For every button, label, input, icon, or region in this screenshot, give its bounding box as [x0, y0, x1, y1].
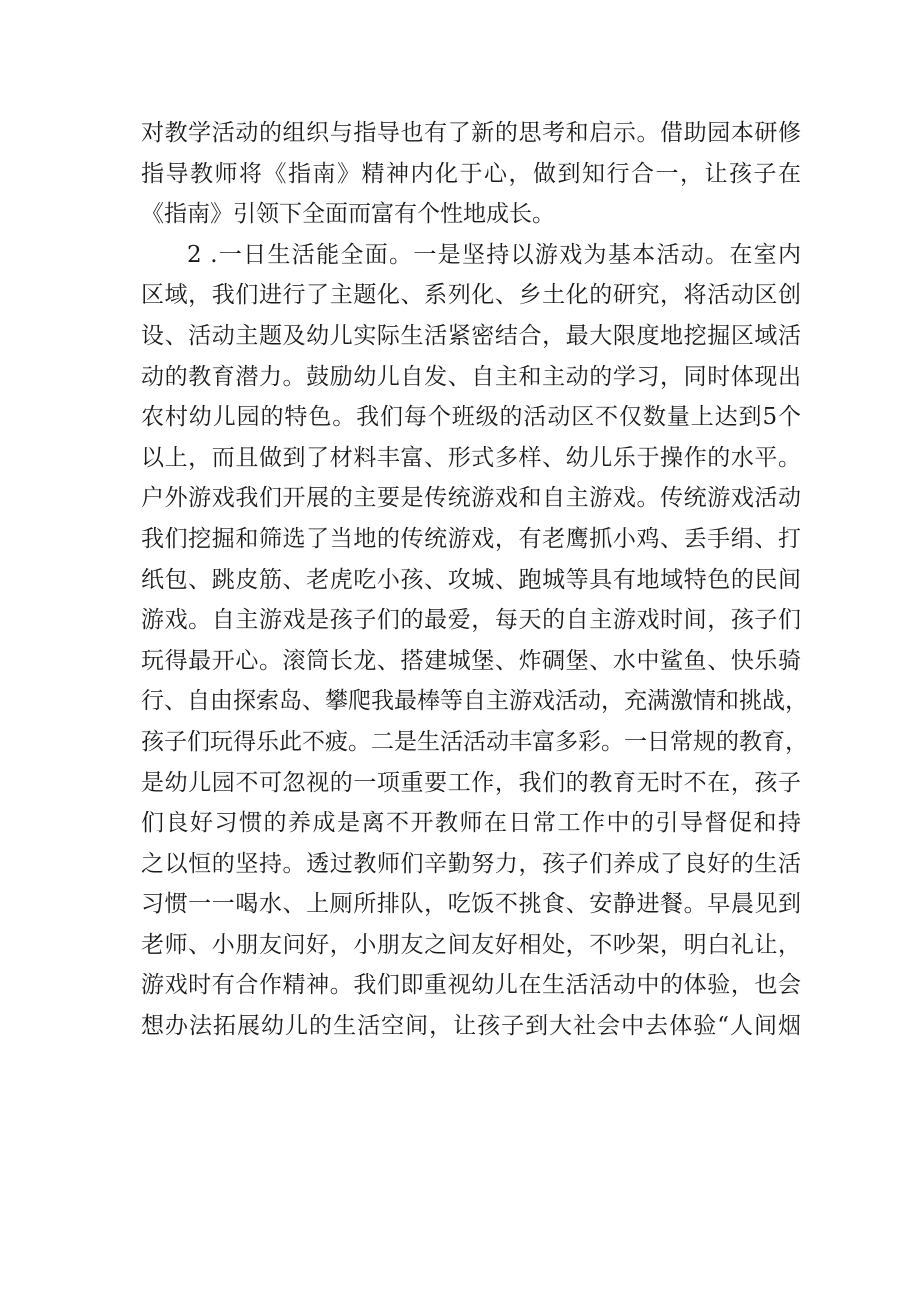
text-line: 玩得最开心。滚筒长龙、搭建城堡、炸碉堡、水中鲨鱼、快乐骑	[141, 647, 801, 674]
text-line: 2 .一日生活能全面。一是坚持以游戏为基本活动。在室内	[187, 241, 801, 268]
text-line: 孩子们玩得乐此不疲。二是生活活动丰富多彩。一日常规的教育，	[141, 728, 808, 755]
text-line: 之以恒的坚持。透过教师们辛勤努力，孩子们养成了良好的生活	[141, 850, 801, 877]
text-line: 是幼儿园不可忽视的一项重要工作，我们的教育无时不在，孩子	[141, 769, 801, 796]
paragraph-2	[141, 235, 808, 1047]
text-line: 想办法拓展幼儿的生活空间，让孩子到大社会中去体验“人间烟	[141, 1013, 801, 1040]
text-line: 区域，我们进行了主题化、系列化、乡土化的研究，将活动区创	[141, 282, 801, 309]
text-line: 老师、小朋友问好，小朋友之间友好相处，不吵架，明白礼让，	[141, 931, 801, 958]
text-line: 以上，而且做到了材料丰富、形式多样、幼儿乐于操作的水平。	[141, 444, 801, 471]
text-line: 农村幼儿园的特色。我们每个班级的活动区不仅数量上达到5个	[141, 404, 801, 431]
text-line: 纸包、跳皮筋、老虎吃小孩、攻城、跑城等具有地域特色的民间	[141, 566, 801, 593]
text-line: 设、活动主题及幼儿实际生活紧密结合，最大限度地挖掘区域活	[141, 322, 801, 349]
text-line: 动的教育潜力。鼓励幼儿自发、自主和主动的学习，同时体现出	[141, 363, 801, 390]
text-line: 指导教师将《指南》精神内化于心，做到知行合一，让孩子在	[141, 160, 801, 187]
text-line: 们良好习惯的养成是离不开教师在日常工作中的引导督促和持	[141, 810, 801, 837]
text-line: 行、自由探索岛、攀爬我最棒等自主游戏活动，充满激情和挑战，	[141, 688, 808, 715]
body-text	[141, 113, 808, 1047]
text-line: 游戏时有合作精神。我们即重视幼儿在生活活动中的体验，也会	[141, 972, 801, 999]
text-line: 习惯一一喝水、上厕所排队，吃饭不挑食、安静进餐。早晨见到	[141, 891, 801, 918]
text-line: 对教学活动的组织与指导也有了新的思考和启示。借助园本研修	[141, 120, 801, 146]
paragraph-1	[141, 113, 801, 235]
text-line: 我们挖掘和筛选了当地的传统游戏，有老鹰抓小鸡、丢手绢、打	[141, 525, 801, 552]
text-line: 《指南》引领下全面而富有个性地成长。	[141, 201, 555, 228]
text-line: 户外游戏我们开展的主要是传统游戏和自主游戏。传统游戏活动	[141, 485, 801, 512]
text-line: 游戏。自主游戏是孩子们的最爱，每天的自主游戏时间，孩子们	[141, 607, 801, 634]
